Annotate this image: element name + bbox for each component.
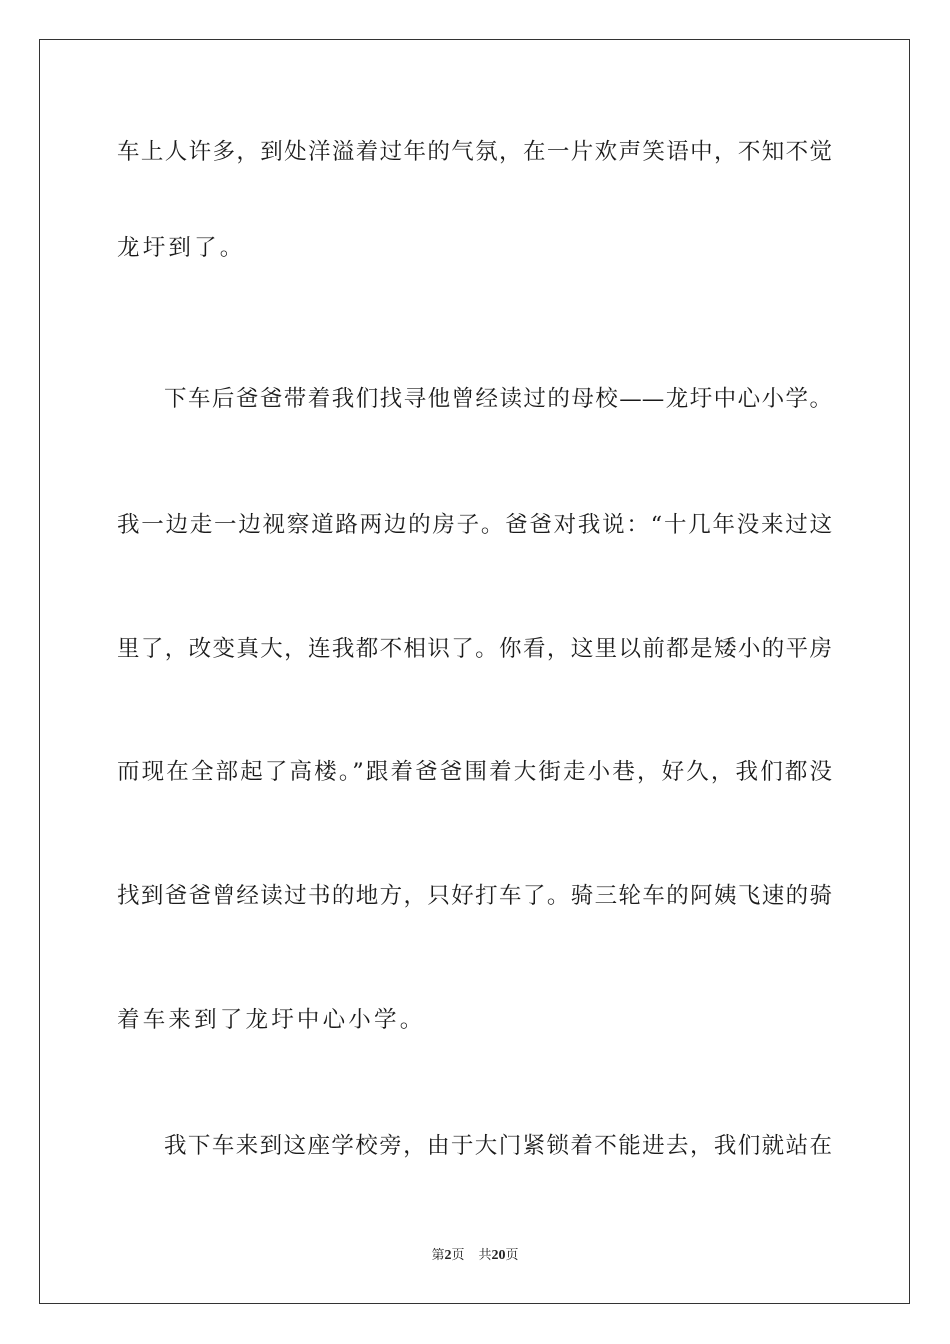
footer-total-pages: 20 — [491, 1248, 506, 1263]
text-line-7: 找到爸爸曾经读过书的地方，只好打车了。骑三轮车的阿姨飞速的骑 — [117, 883, 832, 909]
footer-page-prefix: 第 — [431, 1248, 445, 1263]
text-line-2: 龙圩到了。 — [117, 235, 246, 261]
page-border — [39, 39, 910, 1304]
text-line-1: 车上人许多，到处洋溢着过年的气氛，在一片欢声笑语中，不知不觉 — [117, 139, 832, 165]
page-footer — [0, 1247, 950, 1265]
footer-page-number: 2 — [444, 1248, 452, 1263]
footer-page-suffix: 页 — [451, 1248, 465, 1263]
text-line-3: 下车后爸爸带着我们找寻他曾经读过的母校——龙圩中心小学。 — [164, 386, 832, 412]
text-line-9: 我下车来到这座学校旁，由于大门紧锁着不能进去，我们就站在 — [164, 1133, 832, 1159]
text-line-8: 着车来到了龙圩中心小学。 — [117, 1007, 426, 1033]
footer-total-suffix: 页 — [505, 1248, 519, 1263]
footer-total-prefix: 共 — [478, 1248, 492, 1263]
text-line-4: 我一边走一边视察道路两边的房子。爸爸对我说：“十几年没来过这 — [117, 512, 832, 538]
text-line-5: 里了，改变真大，连我都不相识了。你看，这里以前都是矮小的平房 — [117, 636, 832, 662]
text-line-6: 而现在全部起了高楼。”跟着爸爸围着大街走小巷，好久，我们都没 — [117, 759, 832, 785]
